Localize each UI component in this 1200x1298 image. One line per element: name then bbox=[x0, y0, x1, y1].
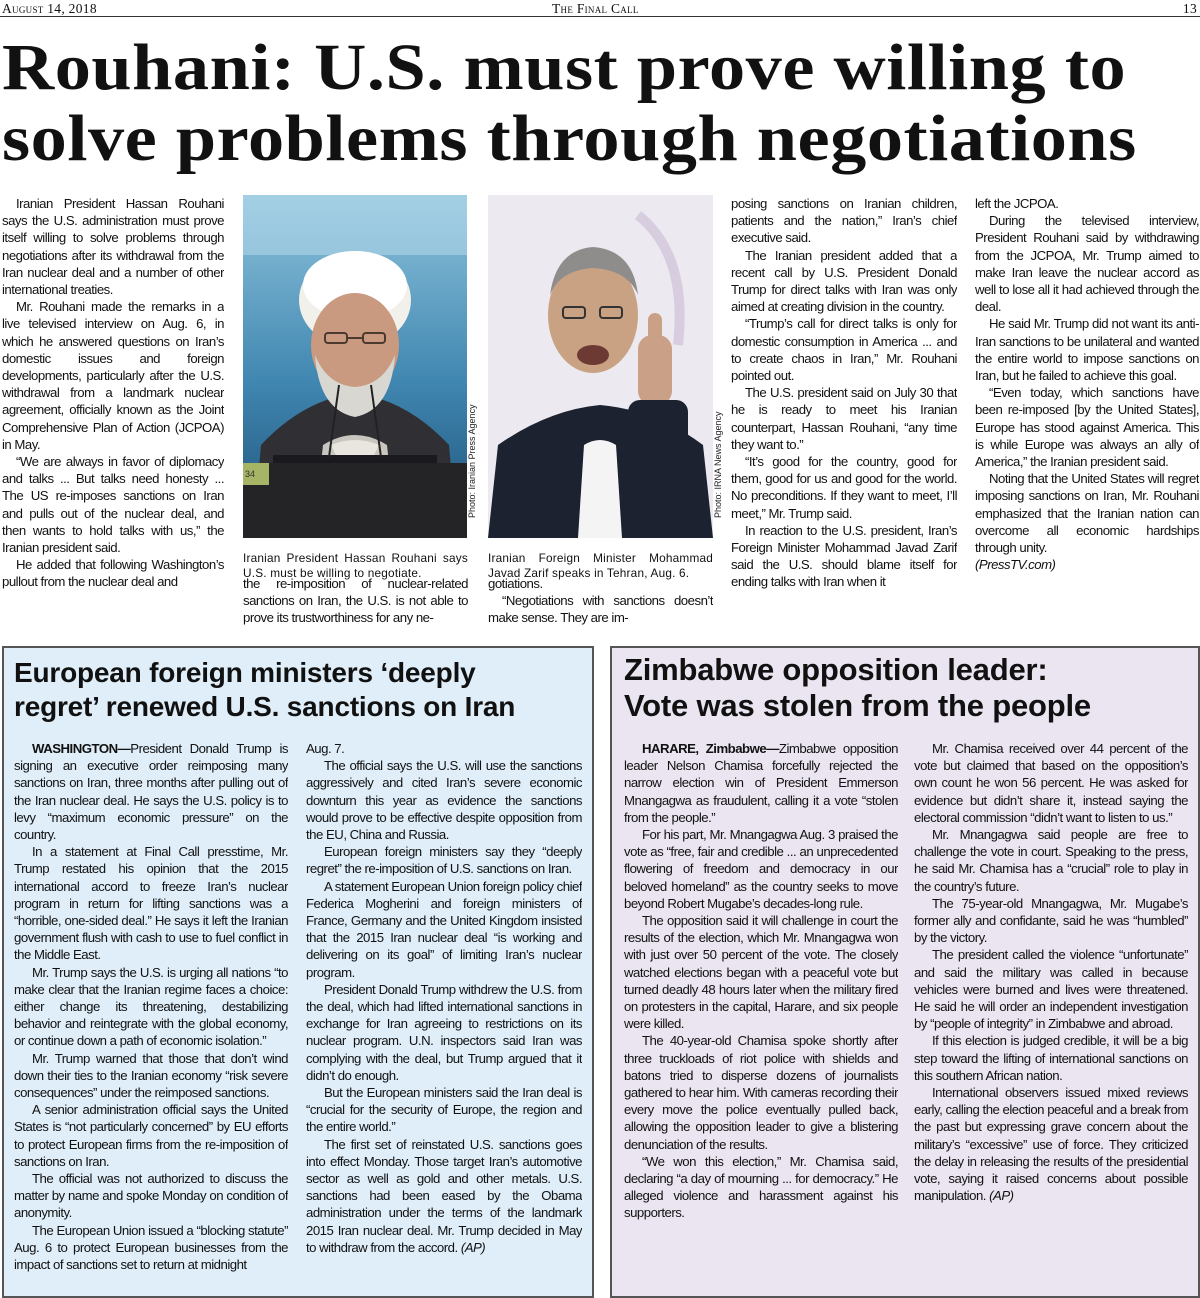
dateline: HARARE, Zimbabwe— bbox=[642, 741, 779, 756]
paragraph: Mr. Chamisa received over 44 percent of the vote but claimed that based on the opposition’s own count he won 56 percent. He was asked for evidence but didn’t share it, instead saying the electoral commission “didn’t want to listen to us.” bbox=[914, 741, 1188, 825]
europe-article-column-2 bbox=[306, 740, 582, 1288]
paragraph: Noting that the United States will regret imposing sanctions on Iran, Mr. Rouhani emphasized that the Iranian nation can overcome all economic hardships through unity. bbox=[975, 471, 1199, 556]
paragraph: “We won this election,” Mr. Chamisa said, declaring “a day of mourning ... for democracy.” He alleged violence and harassment against his supporters. bbox=[624, 1153, 898, 1221]
paragraph: posing sanctions on Iranian children, patients and the nation,” Iran’s chief executive said. bbox=[731, 196, 957, 246]
paragraph: European foreign ministers say they “deeply regret” the re-imposition of U.S. sanctions on Iran. bbox=[306, 844, 582, 877]
paragraph: He added that following Washington’s pullout from the nuclear deal and bbox=[2, 557, 224, 590]
paragraph: The U.S. president said on July 30 that he is ready to meet his Iranian counterpart, Hassan Rouhani, “any time they want to.” bbox=[731, 385, 957, 452]
source-credit: (AP) bbox=[460, 1239, 486, 1255]
main-article-column-3 bbox=[488, 575, 713, 630]
europe-article-column-1 bbox=[14, 740, 288, 1288]
paragraph: A senior administration official says the United States is “not particularly concerned” by EU efforts to protect European firms from the re-imposition of sanctions on Iran. bbox=[14, 1102, 288, 1169]
publication-name: The Final Call bbox=[552, 1, 639, 16]
photo-credit-rouhani: Photo: Iranian Press Agency bbox=[467, 404, 477, 518]
europe-article-title bbox=[14, 656, 586, 724]
paragraph: Mr. Trump warned that those that don’t wind down their ties to the Iranian economy “risk severe consequences” under the reimposed sanctions. bbox=[14, 1050, 288, 1101]
paragraph: gotiations. bbox=[488, 576, 543, 591]
paragraph: The official was not authorized to discuss the matter by name and spoke Monday on condition of anonymity. bbox=[14, 1171, 288, 1221]
paragraph: The first set of reinstated U.S. sanctions goes into effect Monday. Those target Iran’s automotive sector as well as gold and other metals. U.S. sanctions had been eased by the Obama administration under the terms of the landmark 2015 Iran nuclear deal. Mr. Trump decided in May to withdraw from the accord. bbox=[306, 1136, 582, 1255]
photo-zarif bbox=[488, 195, 713, 538]
europe-sanctions-article bbox=[2, 646, 594, 1298]
zimbabwe-title-line-2: Vote was stolen from the people bbox=[624, 688, 1091, 723]
main-article-column-2 bbox=[243, 575, 468, 630]
paragraph: Iranian President Hassan Rouhani says the U.S. administration must prove itself willing to solve problems through negotiations after its withdrawal from the Iran nuclear deal and a number of other international treaties. bbox=[2, 196, 224, 298]
caption-zarif: Iranian Foreign Minister Mohammad Javad Zarif speaks in Tehran, Aug. 6. bbox=[488, 551, 713, 580]
main-article-column-5 bbox=[975, 195, 1199, 630]
paragraph: In a statement at Final Call presstime, Mr. Trump restated his opinion that the 2015 international accord to freeze Iran’s nuclear program in return for lifting sanctions was a “horrible, one-sided deal.” He says it left the Iranian government flush with cash to use to fuel conflict in the Middle East. bbox=[14, 844, 288, 963]
headline-line-2: solve problems through negotiations bbox=[2, 102, 1137, 175]
caption-rouhani: Iranian President Hassan Rouhani says U.S. must be willing to negotiate. bbox=[243, 551, 468, 580]
main-article-column-4 bbox=[731, 195, 957, 627]
paragraph: The European Union issued a “blocking statute” Aug. 6 to protect European businesses from the impact of sanctions set to return at midnight bbox=[14, 1222, 288, 1273]
photo-rouhani bbox=[243, 195, 467, 538]
paragraph: “Trump’s call for direct talks is only for domestic consumption in America ... and to create chaos in Iran,” Mr. Rouhani pointed out. bbox=[731, 316, 957, 384]
paragraph: “Negotiations with sanctions doesn’t make sense. They are im- bbox=[488, 593, 713, 626]
paragraph: International observers issued mixed reviews early, calling the election peaceful and a break from the past but expressing grave concern about the military’s “excessive” use of force. They criticized the delay in releasing the results of the presidential vote, saying it raised concerns about possible manipulation. bbox=[914, 1085, 1188, 1204]
europe-title-line-2: regret’ renewed U.S. sanctions on Iran bbox=[14, 691, 516, 722]
paragraph-lead: Zimbabwe opposition leader Nelson Chamisa forcefully rejected the narrow election win of President Emmerson Mnangagwa as fraudulent, calling it a vote “stolen from the people.” bbox=[624, 741, 898, 825]
paragraph: “Even today, which sanctions have been re-imposed [by the United States], Europe has stood against America. This is while Europe was always an ally of America,” the Iranian president said. bbox=[975, 385, 1199, 470]
paragraph: the re-imposition of nuclear-related sanctions on Iran, the U.S. is not able to prove its trustworthiness for any ne- bbox=[243, 576, 468, 626]
source-credit: (AP) bbox=[989, 1188, 1014, 1204]
zimbabwe-article-column-1 bbox=[624, 740, 898, 1288]
paragraph: “It’s good for the country, good for them, good for us and good for the world. No preconditions. If they want to meet, I’ll meet,” Mr. Trump said. bbox=[731, 454, 957, 521]
paragraph: Aug. 7. bbox=[306, 741, 345, 756]
paragraph: For his part, Mr. Mnangagwa Aug. 3 praised the vote as “free, fair and credible ... an unprecedented flowering of freedom and democracy in our beloved homeland” as the country seeks to move beyond Robert Mugabe’s decades-long rule. bbox=[624, 827, 898, 911]
zimbabwe-article bbox=[610, 646, 1200, 1298]
paragraph: If this election is judged credible, it will be a big step toward the lifting of international sanctions on this southern African nation. bbox=[914, 1033, 1188, 1083]
paragraph: left the JCPOA. bbox=[975, 196, 1059, 211]
paragraph: The president called the violence “unfortunate” and said the military was called in because vehicles were burned and lives were threatened. He said he will order an independent investigation by “people of integrity” in Zimbabwe and abroad. bbox=[914, 947, 1188, 1032]
paragraph: “We are always in favor of diplomacy and talks ... But talks need honesty ... The US re-imposes sanctions on Iran and pulls out of the nuclear deal, and then wants to hold talks with us,” the Iranian president said. bbox=[2, 454, 224, 556]
source-credit: (PressTV.com) bbox=[975, 557, 1056, 573]
paragraph: The 75-year-old Mnangagwa, Mr. Mugabe’s former ally and confidante, said he was “humbled” by the victory. bbox=[914, 895, 1188, 946]
photo-credit-zarif: Photo: IRNA News Agency bbox=[713, 411, 723, 518]
paragraph: Mr. Rouhani made the remarks in a live televised interview on Aug. 6, in which he answered questions on Iran’s domestic issues and foreign developments, particularly after the U.S. withdrawal from a landmark nuclear agreement, officially known as the Joint Comprehensive Plan of Action (JCPOA) in May. bbox=[2, 299, 224, 452]
paragraph: A statement European Union foreign policy chief Federica Mogherini and foreign ministers of France, Germany and the United Kingdom insisted that the 2015 Iran nuclear deal “is working and delivering on its goal” of limiting Iran’s nuclear program. bbox=[306, 878, 582, 980]
paragraph: Mr. Mnangagwa said people are free to challenge the vote in court. Speaking to the press, he said Mr. Chamisa has a “crucial” role to play in the country’s future. bbox=[914, 827, 1188, 894]
screen-number: 34 bbox=[245, 469, 256, 479]
zimbabwe-article-column-2 bbox=[914, 740, 1188, 1288]
paragraph: Mr. Trump says the U.S. is urging all nations “to make clear that the Iranian regime faces a choice: either change its threatening, destabilizing behavior and reintegrate with the global economy, or continue down a path of economic isolation.” bbox=[14, 964, 288, 1049]
dateline: WASHINGTON— bbox=[32, 741, 131, 756]
headline-line-1: Rouhani: U.S. must prove willing to bbox=[2, 31, 1127, 104]
zimbabwe-title-line-1: Zimbabwe opposition leader: bbox=[624, 652, 1048, 687]
paragraph: In reaction to the U.S. president, Iran’s Foreign Minister Mohammad Javad Zarif said the U.S. should blame itself for ending talks with Iran when it bbox=[731, 522, 957, 590]
zarif-illustration bbox=[488, 195, 713, 538]
page-number: 13 bbox=[1182, 1, 1197, 16]
paragraph: The Iranian president added that a recent call by U.S. President Donald Trump for direct talks with Iran was only aimed at creating division in the country. bbox=[731, 247, 957, 315]
paragraph: During the televised interview, President Rouhani said by withdrawing from the JCPOA, Mr. Trump aimed to make Iran leave the nuclear accord as well to lose all it had achieved through the deal. bbox=[975, 213, 1199, 315]
main-article-column-1 bbox=[2, 195, 224, 627]
europe-title-line-1: European foreign ministers ‘deeply bbox=[14, 657, 476, 688]
paragraph-lead: President Donald Trump is signing an executive order reimposing many sanctions on Iran, three months after pulling out of the Iran nuclear deal. He says the U.S. policy is to levy “maximum economic pressure” on the country. bbox=[14, 741, 288, 843]
main-headline bbox=[2, 32, 1200, 174]
paragraph: He said Mr. Trump did not want its anti-Iran sanctions to be unilateral and wanted the entire world to impose sanctions on Iran, but he failed to achieve this goal. bbox=[975, 316, 1199, 384]
paragraph: The 40-year-old Chamisa spoke shortly after three truckloads of riot police with shields and batons tried to disperse dozens of journalists gathered to hear him. With cameras recording their every move the police eventually pulled back, allowing the opposition leader to give a blistering denunciation of the results. bbox=[624, 1033, 898, 1152]
paragraph: President Donald Trump withdrew the U.S. from the deal, which had lifted international sanctions in exchange for Iran agreeing to restrictions on its nuclear program. U.N. inspectors said Iran was complying with the deal, but Trump argued that it didn’t do enough. bbox=[306, 981, 582, 1083]
paragraph: The official says the U.S. will use the sanctions aggressively and cited Iran’s severe economic downturn this year as evidence the sanctions would prove to be effective despite opposition from the EU, China and Russia. bbox=[306, 758, 582, 843]
page-header bbox=[0, 0, 1200, 17]
paragraph: The opposition said it will challenge in court the results of the election, which Mr. Mnangagwa won with just over 50 percent of the vote. The closely watched elections began with a peaceful vote but turned deadly 48 hours later when the military fired on protesters in the capital, Harare, and six people were killed. bbox=[624, 913, 898, 1032]
paragraph: But the European ministers said the Iran deal is “crucial for the security of Europe, the region and the entire world.” bbox=[306, 1085, 582, 1135]
issue-date: August 14, 2018 bbox=[2, 1, 97, 16]
zimbabwe-article-title bbox=[624, 652, 1194, 724]
rouhani-illustration bbox=[243, 195, 467, 538]
